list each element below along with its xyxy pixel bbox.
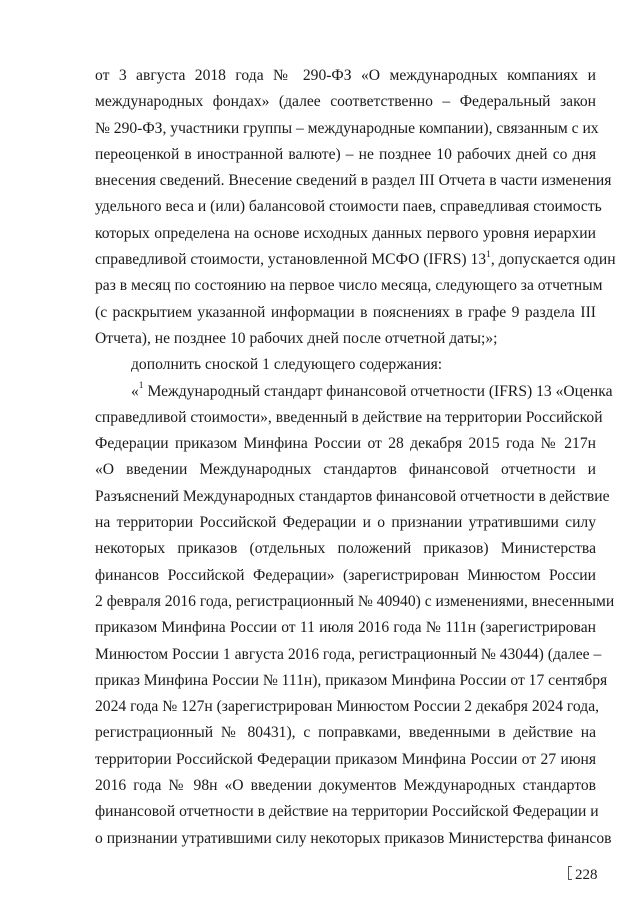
- text-line: Федерации приказом Минфина России от 28 декабря 2015 года № 217н: [95, 435, 596, 453]
- text-line: Минюстом России 1 августа 2016 года, регистрационный № 43044) (далее –: [95, 645, 602, 663]
- text-line: справедливой стоимости», введенный в действие на территории Российской: [95, 408, 603, 426]
- text-line: 2024 года № 127н (зарегистрирован Минюстом России 2 декабря 2024 года,: [95, 698, 600, 716]
- text-line: от 3 августа 2018 года № 290-ФЗ «О международных компаниях и: [95, 67, 596, 84]
- document-body: [95, 63, 616, 852]
- text-line: территории Российской Федерации приказом Минфина России от 27 июня: [95, 750, 596, 768]
- text-fragment: , допускается один: [490, 251, 616, 269]
- footnote-reference: 1: [486, 249, 491, 260]
- text-line: приказ Минфина России № 111н), приказом Минфина России от 17 сентября: [95, 671, 608, 689]
- text-line: внесения сведений. Внесение сведений в раздел III Отчета в части изменения: [95, 172, 612, 190]
- text-line: финансовой отчетности в действие на территории Российской Федерации и: [95, 803, 599, 821]
- text-fragment: «: [131, 382, 139, 400]
- text-line: «О введении Международных стандартов финансовой отчетности и: [95, 461, 596, 479]
- instruction-line: дополнить сноской 1 следующего содержания:: [131, 356, 443, 374]
- text-fragment: справедливой стоимости, установленной МСФО (IFRS) 13: [95, 251, 487, 269]
- footnote-mark: 1: [138, 381, 144, 392]
- text-line-with-footnote: [95, 247, 616, 273]
- text-line: 2016 года № 98н «О введении документов Международных стандартов: [95, 777, 596, 795]
- text-line: Отчета), не позднее 10 рабочих дней после отчетной даты;»;: [95, 329, 498, 347]
- text-fragment: Международный стандарт финансовой отчетности (IFRS) 13 «Оценка: [143, 382, 613, 400]
- page-number: [568, 865, 598, 885]
- page-mark-icon: [568, 866, 572, 880]
- text-line: приказом Минфина России от 11 июля 2016 года № 111н (зарегистрирован: [95, 619, 596, 637]
- text-line: на территории Российской Федерации и о признании утратившими силу: [95, 514, 596, 532]
- text-line: которых определена на основе исходных данных первого уровня иерархии: [95, 224, 596, 242]
- text-line: 2 февраля 2016 года, регистрационный № 40940) с изменениями, внесенными: [95, 592, 615, 610]
- text-line: Разъяснений Международных стандартов финансовой отчетности в действие: [95, 487, 610, 505]
- footnote-first-line: [95, 379, 613, 405]
- text-line: международных фондах» (далее соответственно – Федеральный закон: [95, 93, 596, 111]
- text-line: удельного веса и (или) балансовой стоимости паев, справедливая стоимость: [95, 198, 602, 216]
- text-line: переоценкой в иностранной валюте) – не позднее 10 рабочих дней со дня: [95, 145, 596, 163]
- text-line: финансов Российской Федерации» (зарегистрирован Минюстом России: [95, 566, 596, 584]
- text-line: раз в месяц по состоянию на первое число месяца, следующего за отчетным: [95, 277, 603, 295]
- text-line: (с раскрытием указанной информации в пояснениях в графе 9 раздела III: [95, 303, 596, 321]
- text-line: № 290-ФЗ, участники группы – международные компании), связанным с их: [95, 119, 599, 137]
- text-line: регистрационный № 80431), с поправками, введенными в действие на: [95, 724, 596, 742]
- text-line: некоторых приказов (отдельных положений приказов) Министерства: [95, 540, 596, 558]
- page-number-text: 228: [575, 867, 598, 883]
- text-line: о признании утратившими силу некоторых приказов Министерства финансов: [95, 829, 612, 847]
